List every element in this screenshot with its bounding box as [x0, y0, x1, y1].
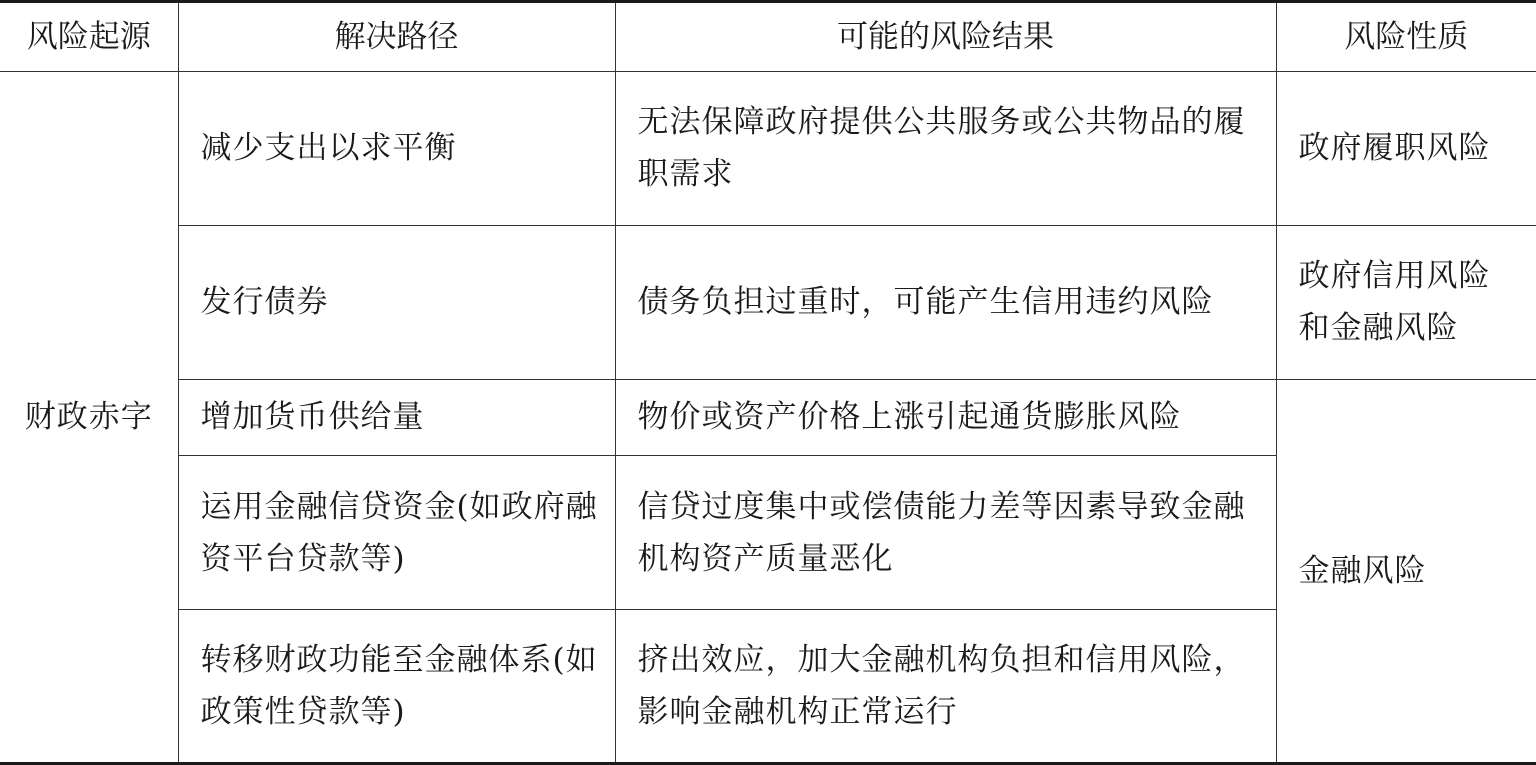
header-origin: 风险起源 — [0, 2, 178, 72]
nature-cell — [1276, 72, 1536, 226]
origin-cell — [0, 72, 178, 764]
header-path: 解决路径 — [178, 2, 615, 72]
path-text: 减少支出以求平衡 — [200, 130, 457, 167]
path-text: 运用金融信贷资金(如政府融资平台贷款等) — [200, 488, 598, 577]
table-row — [0, 72, 1536, 226]
table-header — [0, 2, 1536, 72]
path-cell — [178, 610, 615, 764]
nature-cell — [1276, 225, 1536, 379]
path-cell — [178, 379, 615, 455]
result-cell — [615, 610, 1276, 764]
path-cell — [178, 456, 615, 610]
result-text: 债务负担过重时，可能产生信用违约风险 — [637, 284, 1214, 321]
result-text: 物价或资产价格上涨引起通货膨胀风险 — [637, 399, 1182, 436]
path-text: 发行债券 — [200, 284, 329, 321]
table-row — [0, 379, 1536, 455]
path-cell — [178, 72, 615, 226]
nature-text: 政府信用风险和金融风险 — [1298, 258, 1491, 347]
table-body — [0, 72, 1536, 764]
path-cell — [178, 225, 615, 379]
table-row — [0, 225, 1536, 379]
path-text: 增加货币供给量 — [200, 399, 425, 436]
path-text: 转移财政功能至金融体系(如政策性贷款等) — [200, 642, 598, 731]
origin-text: 财政赤字 — [24, 399, 153, 435]
result-cell — [615, 225, 1276, 379]
result-text: 信贷过度集中或偿债能力差等因素导致金融机构资产质量恶化 — [637, 488, 1246, 577]
result-text: 挤出效应，加大金融机构负担和信用风险，影响金融机构正常运行 — [637, 642, 1246, 731]
result-cell — [615, 72, 1276, 226]
result-cell — [615, 379, 1276, 455]
header-nature: 风险性质 — [1276, 2, 1536, 72]
result-text: 无法保障政府提供公共服务或公共物品的履职需求 — [637, 104, 1246, 193]
result-cell — [615, 456, 1276, 610]
nature-cell — [1276, 379, 1536, 763]
nature-text: 政府履职风险 — [1298, 130, 1491, 167]
header-result: 可能的风险结果 — [615, 2, 1276, 72]
nature-text: 金融风险 — [1298, 552, 1427, 589]
